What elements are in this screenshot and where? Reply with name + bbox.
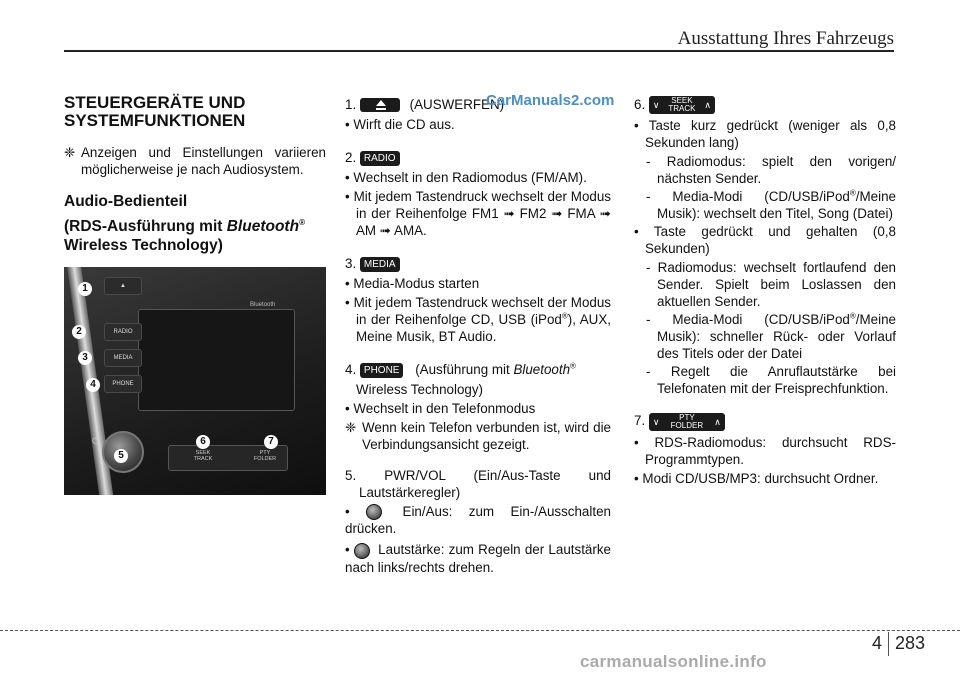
callout-7: 7 xyxy=(264,435,278,449)
radio-key-icon: RADIO xyxy=(360,151,400,166)
eject-key-icon xyxy=(360,98,400,112)
watermark-top: CarManuals2.com xyxy=(486,92,615,109)
watermark-bottom: carmanualsonline.info xyxy=(580,652,767,671)
media-key-icon: MEDIA xyxy=(360,257,400,272)
panel-pty-label: PTY FOLDER xyxy=(253,450,277,462)
page-number: 4 283 xyxy=(872,632,925,656)
volume-knob-icon-2 xyxy=(354,543,370,559)
item-5-bullet-2: • Lautstärke: zum Regeln der Lautstärke nach links/rechts drehen. xyxy=(345,542,611,575)
item-2-heading: 2. RADIO xyxy=(345,149,611,166)
column-left xyxy=(64,94,326,495)
subsection-title: Audio-Bedienteil (RDS-Ausführung mit Bluetooth® Wireless Technology) xyxy=(64,193,305,254)
audio-panel-photo xyxy=(64,267,326,495)
item-3-heading: 3. MEDIA xyxy=(345,255,611,272)
item-1-heading: 1. (AUSWERFEN) xyxy=(345,97,505,112)
footer-rule xyxy=(0,630,960,631)
item-5-bullet-1: • Ein/Aus: zum Ein-/Ausschalten drücken. xyxy=(345,504,611,537)
callout-1: 1 xyxy=(78,282,92,296)
column-middle: 1. (AUSWERFEN) • Wirft die CD aus. 2. RADIO • Wechselt in den Radiomodus (FM/AM). • Mit jedem Tastendruck wechselt der Modus in der Reihenfolge FM1 ➟ FM2 ➟ FMA ➟ AM ➟ AMA. 3. MEDIA • Media-Modus starten • Mit jedem Tastendruck wechselt der Modus in der Reihenfolge CD, USB (iPod®), AUX, Meine Musik, BT Audio. 4. PHONE (Ausführung mit Bluetooth® Wireless Technology) • Wechselt in den Telefonmodus ❈ Wenn kein Telefon verbunden ist, wird die Verbindungsansicht gezeigt. 5. PWR/VOL (Ein/Aus-Taste und Lautstärkeregler) • Ein/Aus: zum Ein-/Ausschalten drücken. • Lautstärke: zum Regeln der Lautstärke nach links/rechts drehen. xyxy=(345,97,611,575)
pty-folder-key-icon: ∨ PTY FOLDER ∧ xyxy=(649,413,725,431)
item-4-heading: 4. PHONE (Ausführung mit Bluetooth® xyxy=(345,361,576,377)
volume-knob-icon xyxy=(366,504,382,520)
callout-2: 2 xyxy=(72,325,86,339)
item-4-note: ❈ Wenn kein Telefon verbunden ist, wird die Verbindungsansicht gezeigt. xyxy=(345,420,611,452)
note xyxy=(64,144,326,178)
panel-bluetooth-label: Bluetooth xyxy=(250,302,276,308)
panel-screen xyxy=(138,309,295,411)
panel-phone-button: PHONE xyxy=(104,375,142,393)
chevron-down-icon: ∨ xyxy=(652,416,660,427)
item-7-heading: 7. ∨ PTY FOLDER ∧ xyxy=(634,412,896,430)
chevron-down-icon: ∨ xyxy=(652,100,660,111)
chevron-up-icon: ∧ xyxy=(704,100,711,111)
item-6-heading: 6. ∨ SEEK TRACK ∧ xyxy=(634,96,896,114)
panel-media-button: MEDIA xyxy=(104,349,142,367)
section-title: STEUERGERÄTE UND SYSTEMFUNKTIONEN xyxy=(64,93,246,130)
seek-track-key-icon: ∨ SEEK TRACK ∧ xyxy=(649,96,715,114)
callout-5: 5 xyxy=(114,449,128,463)
header-rule xyxy=(64,50,894,52)
panel-eject-button: ▲ xyxy=(104,277,142,295)
phone-key-icon: PHONE xyxy=(360,363,404,378)
callout-4: 4 xyxy=(86,378,100,392)
header-title: Ausstattung Ihres Fahrzeugs xyxy=(677,28,894,49)
callout-6: 6 xyxy=(196,435,210,449)
note-text: Anzeigen und Einstellungen variieren möglicherweise je nach Audiosystem. xyxy=(81,145,326,177)
item-5-heading: 5. PWR/VOL (Ein/Aus-Taste und Lautstärkeregler) xyxy=(345,468,611,500)
callout-3: 3 xyxy=(78,351,92,365)
power-icon: ⏻ xyxy=(92,436,100,447)
panel-radio-button: RADIO xyxy=(104,323,142,341)
column-right: 6. ∨ SEEK TRACK ∧ • Taste kurz gedrückt (weniger als 0,8 Sekunden lang) - Radiomodus: spielt den vorigen/ nächsten Sender. - Media-Modi (CD/USB/iPod®/Meine Musik): wechselt den Titel, Song (Datei) • Taste gedrückt und gehalten (0,8 Sekunden) - Radiomodus: wechselt fortlaufend den Sender. Spielt beim Loslassen den aktuellen Sender. - Media-Modi (CD/USB/iPod®/Meine Musik): schneller Rück- oder Vorlauf des Titels oder der Datei - Regelt die Anruflautstärke bei Telefonaten mit der Freisprechfunktion. 7. ∨ PTY FOLDER ∧ • RDS-Radiomodus: durchsucht RDS-Programmtypen. • Modi CD/USB/MP3: durchsucht Ordner. xyxy=(634,96,896,486)
panel-seek-label: SEEK TRACK xyxy=(193,450,213,462)
note-mark: ❈ xyxy=(64,145,76,160)
chevron-up-icon: ∧ xyxy=(714,416,721,427)
